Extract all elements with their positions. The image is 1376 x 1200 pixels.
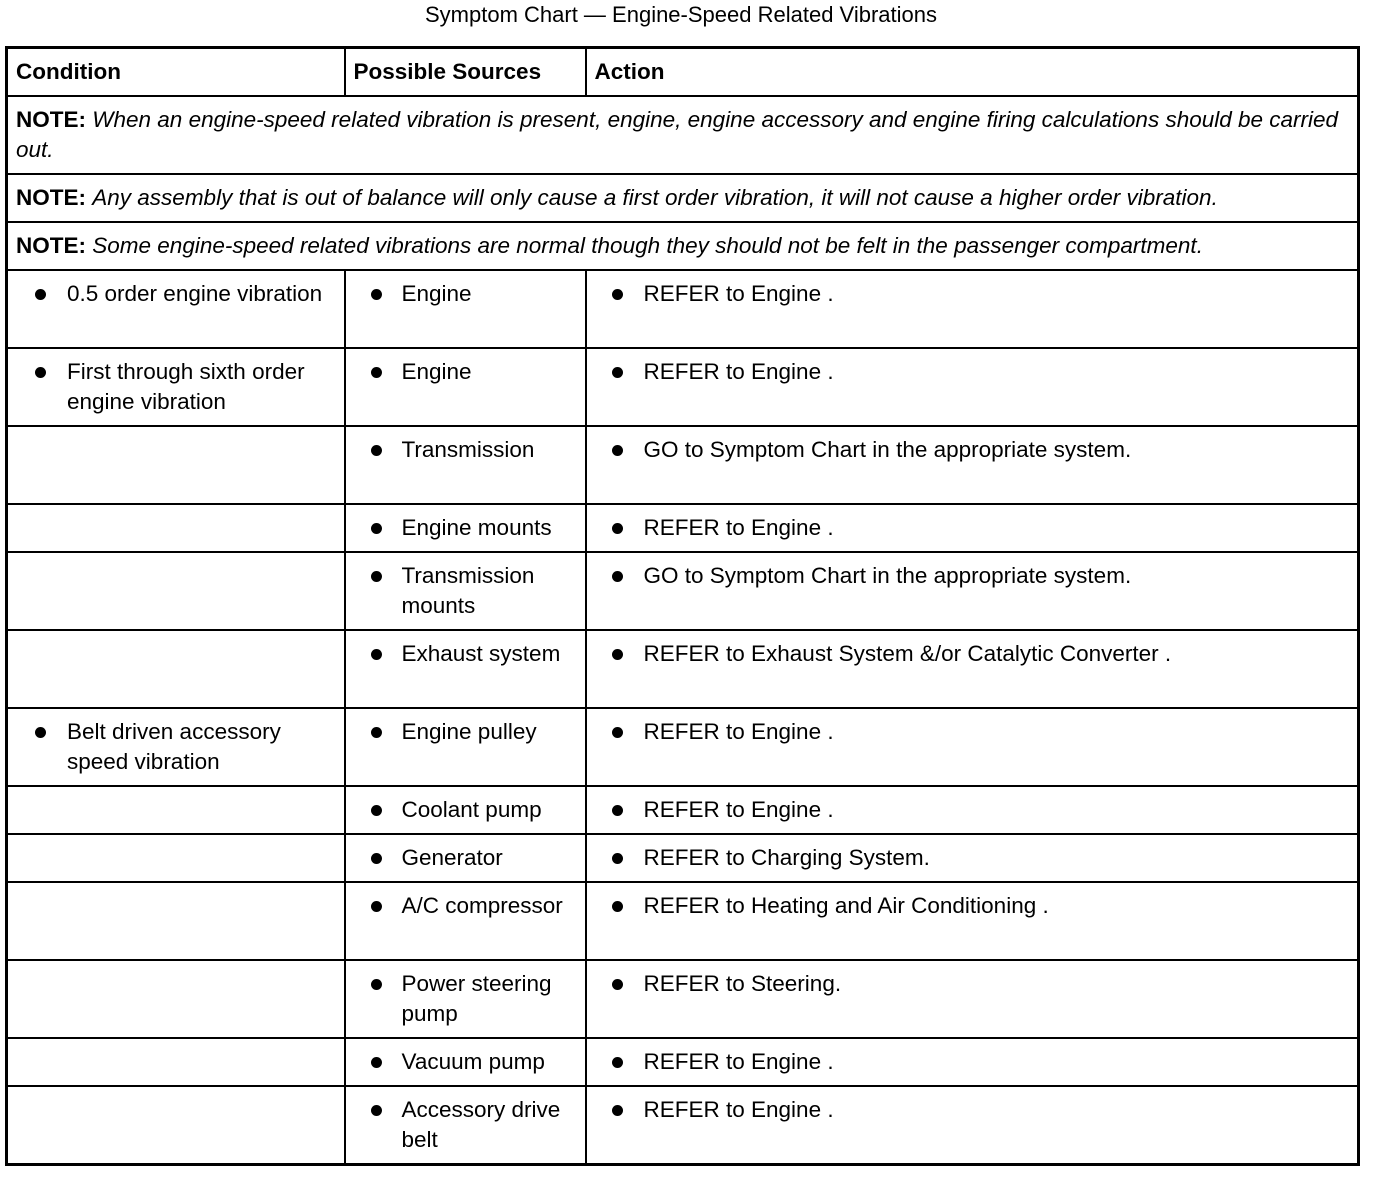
table-row <box>7 786 1359 834</box>
table-row <box>7 630 1359 708</box>
source-text: Power steering pump <box>401 971 552 1026</box>
bullet-icon <box>371 289 382 300</box>
condition-cell <box>7 882 345 960</box>
source-cell <box>345 348 586 426</box>
column-header-possible-sources: Possible Sources <box>345 48 586 97</box>
action-text: GO to Symptom Chart in the appropriate system. <box>643 437 1132 462</box>
action-text: REFER to Engine . <box>643 359 834 384</box>
source-cell <box>345 1086 586 1165</box>
condition-cell <box>7 348 345 426</box>
bullet-icon <box>371 445 382 456</box>
bullet-icon <box>371 1105 382 1116</box>
table-row <box>7 882 1359 960</box>
note-label: NOTE: <box>16 107 86 132</box>
source-text: Engine mounts <box>401 515 552 540</box>
bullet-icon <box>35 289 46 300</box>
note-text: Some engine-speed related vibrations are normal though they should not be felt in the passenger compartment. <box>92 233 1203 258</box>
action-text: REFER to Heating and Air Conditioning . <box>643 893 1049 918</box>
column-header-condition: Condition <box>7 48 345 97</box>
bullet-icon <box>371 523 382 534</box>
source-cell <box>345 426 586 504</box>
action-cell <box>586 708 1359 786</box>
page-title: Symptom Chart — Engine-Speed Related Vibrations <box>425 2 937 27</box>
symptom-chart-table <box>5 46 1360 1166</box>
condition-text: Belt driven accessory speed vibration <box>67 719 281 774</box>
bullet-icon <box>612 727 623 738</box>
source-cell <box>345 708 586 786</box>
condition-cell <box>7 786 345 834</box>
note-row <box>7 222 1359 270</box>
bullet-icon <box>612 901 623 912</box>
action-text: REFER to Exhaust System &/or Catalytic Converter . <box>643 641 1172 666</box>
bullet-icon <box>612 649 623 660</box>
source-text: Transmission <box>401 437 535 462</box>
note-cell <box>7 96 1359 174</box>
source-cell <box>345 882 586 960</box>
source-text: Coolant pump <box>401 797 542 822</box>
table-row <box>7 426 1359 504</box>
note-row <box>7 174 1359 222</box>
note-row <box>7 96 1359 174</box>
condition-text: 0.5 order engine vibration <box>67 281 323 306</box>
action-cell <box>586 882 1359 960</box>
table-row <box>7 270 1359 348</box>
action-cell <box>586 552 1359 630</box>
condition-cell <box>7 630 345 708</box>
action-cell <box>586 630 1359 708</box>
source-cell <box>345 552 586 630</box>
source-text: Vacuum pump <box>401 1049 545 1074</box>
condition-cell <box>7 270 345 348</box>
note-label: NOTE: <box>16 233 86 258</box>
bullet-icon <box>371 649 382 660</box>
action-cell <box>586 504 1359 552</box>
condition-cell <box>7 552 345 630</box>
bullet-icon <box>371 1057 382 1068</box>
action-cell <box>586 1038 1359 1086</box>
condition-text: First through sixth order engine vibration <box>67 359 305 414</box>
action-text: REFER to Engine . <box>643 797 834 822</box>
source-text: Exhaust system <box>401 641 561 666</box>
condition-cell <box>7 1038 345 1086</box>
table-row <box>7 708 1359 786</box>
condition-cell <box>7 960 345 1038</box>
bullet-icon <box>612 367 623 378</box>
condition-cell <box>7 1086 345 1165</box>
action-text: REFER to Engine . <box>643 281 834 306</box>
source-cell <box>345 1038 586 1086</box>
note-text: When an engine-speed related vibration is present, engine, engine accessory and engine firing calculations should be carried out. <box>16 107 1339 162</box>
bullet-icon <box>612 853 623 864</box>
bullet-icon <box>371 805 382 816</box>
action-text: REFER to Engine . <box>643 1049 834 1074</box>
table-header-row <box>7 48 1359 97</box>
bullet-icon <box>371 979 382 990</box>
action-text: REFER to Engine . <box>643 515 834 540</box>
bullet-icon <box>612 979 623 990</box>
table-row <box>7 834 1359 882</box>
table-row <box>7 348 1359 426</box>
condition-cell <box>7 834 345 882</box>
source-text: Engine pulley <box>401 719 537 744</box>
bullet-icon <box>612 571 623 582</box>
bullet-icon <box>612 523 623 534</box>
action-cell <box>586 834 1359 882</box>
bullet-icon <box>371 571 382 582</box>
action-cell <box>586 426 1359 504</box>
bullet-icon <box>371 901 382 912</box>
bullet-icon <box>612 1105 623 1116</box>
action-cell <box>586 960 1359 1038</box>
table-row <box>7 960 1359 1038</box>
action-text: REFER to Engine . <box>643 1097 834 1122</box>
source-text: Engine <box>401 359 472 384</box>
action-text: REFER to Steering. <box>643 971 842 996</box>
source-text: A/C compressor <box>401 893 563 918</box>
bullet-icon <box>612 1057 623 1068</box>
note-cell <box>7 222 1359 270</box>
action-text: GO to Symptom Chart in the appropriate system. <box>643 563 1132 588</box>
action-text: REFER to Engine . <box>643 719 834 744</box>
action-cell <box>586 1086 1359 1165</box>
source-cell <box>345 960 586 1038</box>
condition-cell <box>7 504 345 552</box>
column-header-action: Action <box>586 48 1359 97</box>
action-cell <box>586 786 1359 834</box>
note-cell <box>7 174 1359 222</box>
table-row <box>7 504 1359 552</box>
bullet-icon <box>612 805 623 816</box>
note-text: Any assembly that is out of balance will only cause a first order vibration, it will not cause a higher order vibration. <box>92 185 1218 210</box>
condition-cell <box>7 426 345 504</box>
source-cell <box>345 834 586 882</box>
source-text: Engine <box>401 281 472 306</box>
action-cell <box>586 348 1359 426</box>
note-label: NOTE: <box>16 185 86 210</box>
bullet-icon <box>612 289 623 300</box>
bullet-icon <box>35 727 46 738</box>
table-row <box>7 1038 1359 1086</box>
bullet-icon <box>612 445 623 456</box>
source-cell <box>345 504 586 552</box>
bullet-icon <box>371 367 382 378</box>
table-row <box>7 1086 1359 1165</box>
action-cell <box>586 270 1359 348</box>
table-row <box>7 552 1359 630</box>
source-text: Accessory drive belt <box>401 1097 561 1152</box>
source-cell <box>345 630 586 708</box>
bullet-icon <box>35 367 46 378</box>
source-text: Generator <box>401 845 503 870</box>
bullet-icon <box>371 727 382 738</box>
bullet-icon <box>371 853 382 864</box>
source-cell <box>345 786 586 834</box>
source-cell <box>345 270 586 348</box>
action-text: REFER to Charging System. <box>643 845 930 870</box>
condition-cell <box>7 708 345 786</box>
source-text: Transmission mounts <box>401 563 535 618</box>
